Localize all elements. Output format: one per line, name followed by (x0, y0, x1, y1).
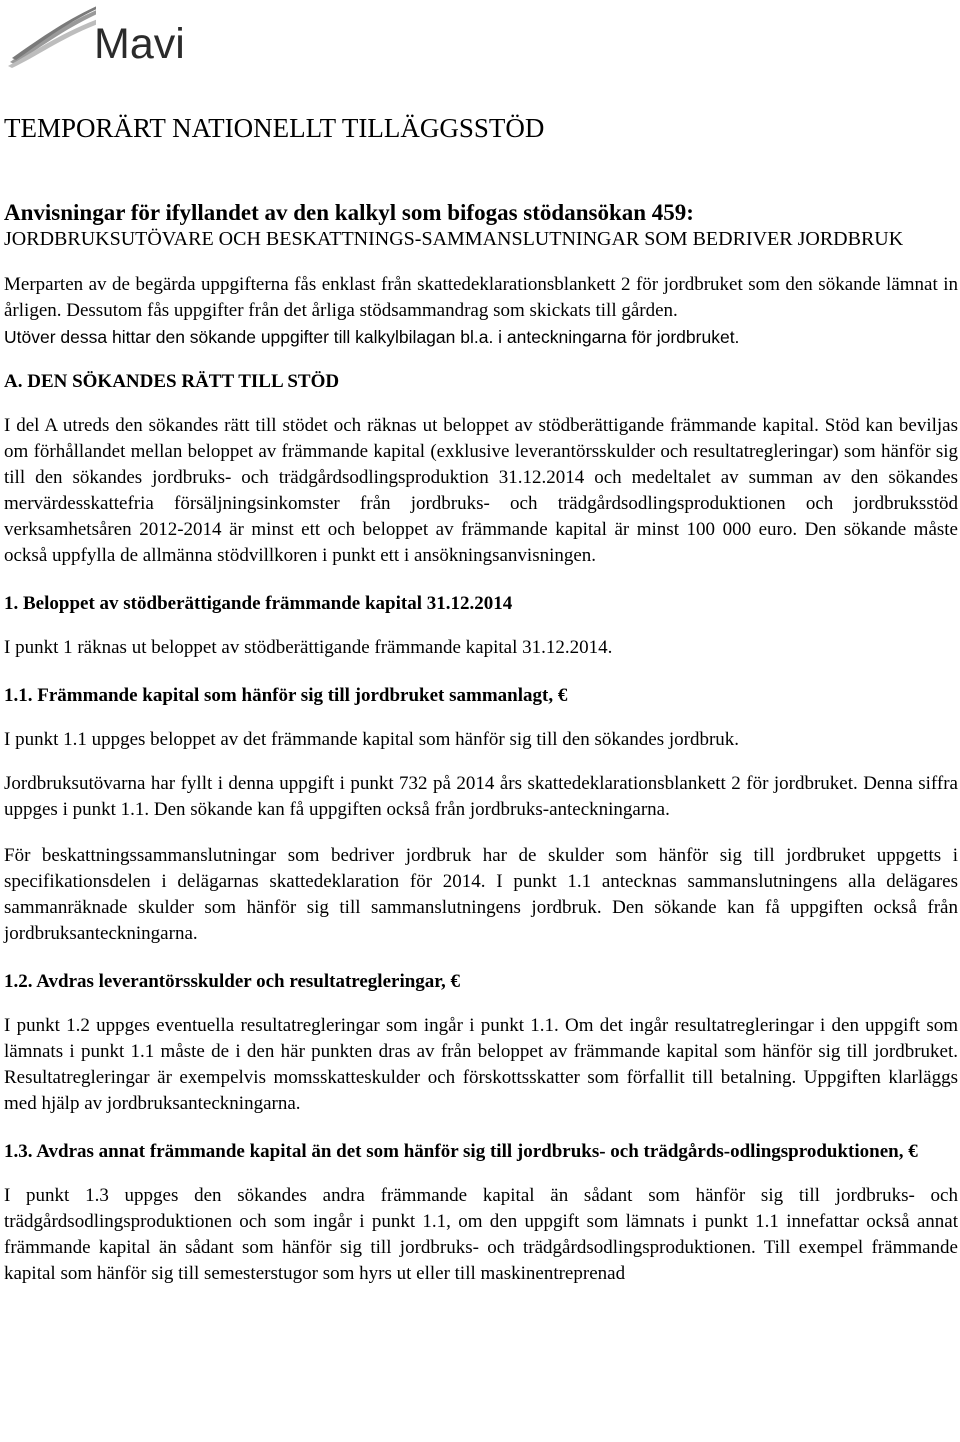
section-a-text: I del A utreds den sökandes rätt till stödet och räknas ut beloppet av stödberättigande främmande kapital. Stöd kan beviljas om förhållandet mellan beloppet av främmande kapital (exklusive leverantörsskulder och resultatregleringar) som hänför sig till den sökandes jordbruks- och trädgårdsodlingsproduktion 31.12.2014 och medeltalet av summan av den sökandes mervärdesskattefria försäljningsinkomster från jordbruks- och trädgårdsodlingsproduktionen och jordbruksstöd verksamhetsåren 2012-2014 är minst ett och beloppet av främmande kapital är minst 100 000 euro. Den sökande måste också uppfylla de allmänna stödvillkoren i punkt ett i ansökningsanvisningen. (4, 415, 958, 566)
section-1-1-text-1: I punkt 1.1 uppges beloppet av det främmande kapital som hänför sig till den sökandes jordbruk. (4, 729, 740, 750)
section-1-2-text: I punkt 1.2 uppges eventuella resultatregleringar som ingår i punkt 1.1. Om det ingår resultatregleringar i den uppgift som lämnats i punkt 1.1 måste de i den här punkten dras av från beloppet av främmande kapital som hänför sig till jordbruket. Resultatregleringar är exempelvis momsskatteskulder och förskottsskatter som förfallit till betalning. Uppgiften klarläggs med hjälp av jordbruksanteckningarna. (4, 1015, 958, 1114)
section-1-3-text: I punkt 1.3 uppges den sökandes andra främmande kapital än sådant som hänför sig till jordbruks- och trädgårdsodlingsproduktionen och som ingår i punkt 1.1, om den uppgift som lämnats i punkt 1.1 innefattar också annat främmande kapital än sådant som hänför sig till jordbruks- och trädgårdsodlingsproduktionen. Till exempel främmande kapital som hänför sig till semesterstugor som hyrs ut eller till maskinentreprenad (4, 1185, 958, 1284)
section-1-1-text-2: Jordbruksutövarna har fyllt i denna uppgift i punkt 732 på 2014 års skattedeklarationsblankett 2 för jordbruket. Denna siffra uppges i punkt 1.1. Den sökande kan få uppgiften också från jordbruks-anteckningarna. (4, 773, 958, 820)
document-title: TEMPORÄRT NATIONELLT TILLÄGGSSTÖD (4, 113, 545, 143)
document-subtitle: Anvisningar för ifyllandet av den kalkyl som bifogas stödansökan 459: (4, 200, 694, 225)
logo-text: Mavi (94, 20, 185, 68)
section-1-3-heading: 1.3. Avdras annat främmande kapital än det som hänför sig till jordbruks- och trädgårds-odlingsproduktionen, € (4, 1141, 918, 1162)
section-1-1-heading: 1.1. Främmande kapital som hänför sig till jordbruket sammanlagt, € (4, 685, 568, 706)
section-1-2-heading: 1.2. Avdras leverantörsskulder och resultatregleringar, € (4, 971, 460, 992)
intro-paragraph-2: Utöver dessa hittar den sökande uppgifter till kalkylbilagan bl.a. i anteckningarna för jordbruket. (4, 327, 740, 347)
section-1-text: I punkt 1 räknas ut beloppet av stödberättigande främmande kapital 31.12.2014. (4, 637, 613, 658)
document-body (4, 110, 958, 1287)
section-1-1-text-3: För beskattningssammanslutningar som bedriver jordbruk har de skulder som hänför sig till jordbruket uppgetts i specifikationsdelen i delägarnas skattedeklaration för 2014. I punkt 1.1 antecknas sammanslutningens alla delägares sammanräknade skulder som hänför sig till sammanslutningens jordbruk. Den sökande kan få uppgiften också från jordbruksanteckningarna. (4, 845, 958, 944)
document-subtitle-caps: JORDBRUKSUTÖVARE OCH BESKATTNINGS-SAMMANSLUTNINGAR SOM BEDRIVER JORDBRUK (4, 228, 904, 250)
mavi-logo-swoosh-icon (6, 4, 96, 68)
mavi-logo (6, 4, 206, 68)
section-1-heading: 1. Beloppet av stödberättigande främmande kapital 31.12.2014 (4, 593, 513, 614)
intro-paragraph: Merparten av de begärda uppgifterna fås enklast från skattedeklarationsblankett 2 för jordbruket som den sökande lämnat in årligen. Dessutom fås uppgifter från det årliga stödsammandrag som skickats till gården. (4, 274, 958, 321)
section-a-heading: A. DEN SÖKANDES RÄTT TILL STÖD (4, 371, 340, 392)
